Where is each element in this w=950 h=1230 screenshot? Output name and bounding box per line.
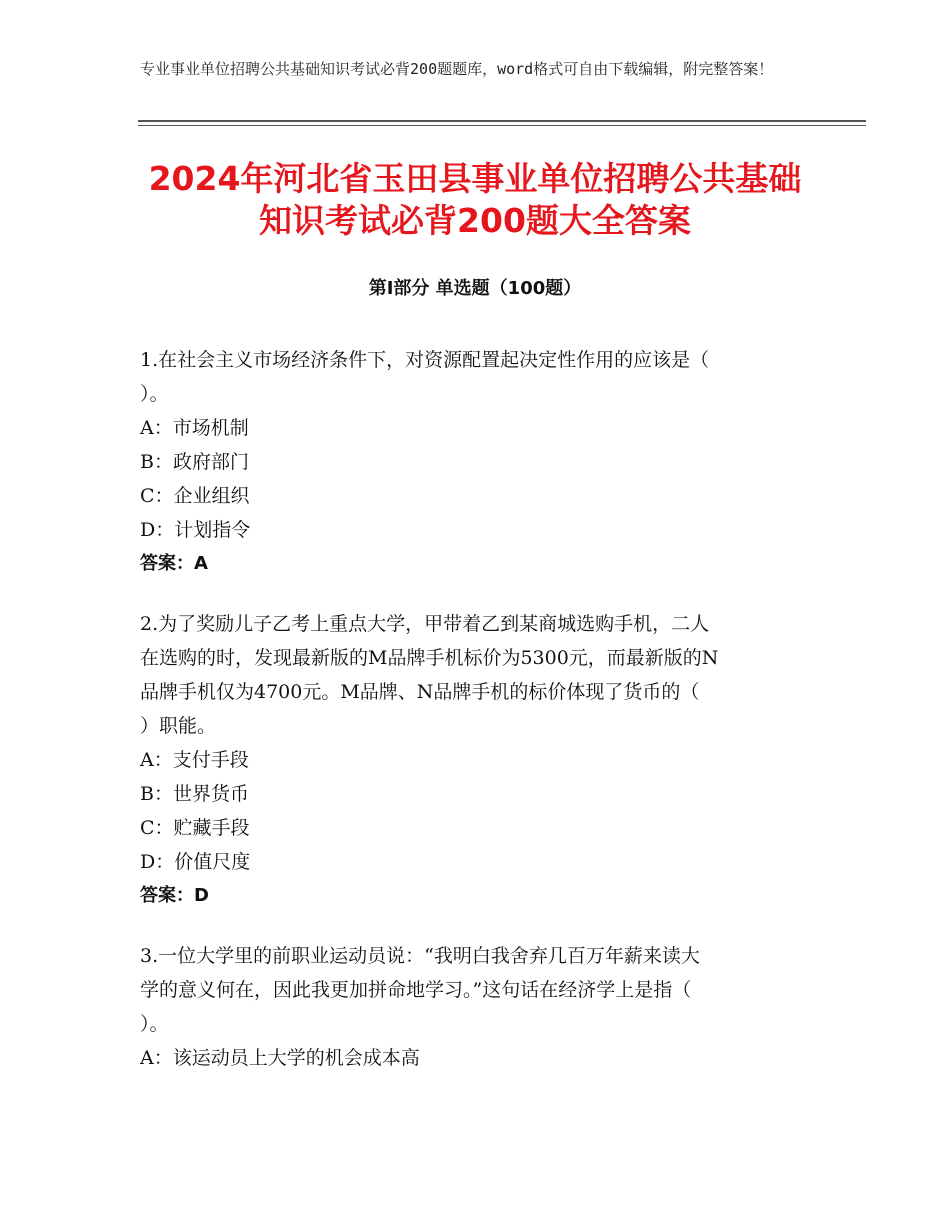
question-stem-line: ）职能。 [140, 715, 217, 737]
document-title [100, 158, 850, 242]
section-heading: 第Ⅰ部分 单选题（100题） [368, 278, 582, 299]
answer-line: 答案：D [140, 885, 209, 906]
question-stem-line: 1.在社会主义市场经济条件下，对资源配置起决定性作用的应该是（ [140, 349, 710, 371]
option-a: A：该运动员上大学的机会成本高 [140, 1047, 420, 1069]
option-a: A：支付手段 [140, 749, 249, 771]
page-header-note [140, 58, 790, 80]
answer-line: 答案：A [140, 553, 208, 574]
option-c: C：企业组织 [140, 485, 250, 507]
header-divider-thick [138, 120, 866, 122]
option-d: D：价值尺度 [140, 851, 251, 873]
option-d: D：计划指令 [140, 519, 251, 541]
option-b: B：世界货币 [140, 783, 249, 805]
option-a: A：市场机制 [140, 417, 249, 439]
header-divider-thin [138, 125, 866, 126]
question-stem-line: 学的意义何在，因此我更加拼命地学习。”这句话在经济学上是指（ [140, 979, 692, 1001]
question-stem-line: 3.一位大学里的前职业运动员说：“我明白我舍弃几百万年薪来读大 [140, 945, 700, 967]
question-stem-line: 品牌手机仅为4700元。M品牌、N品牌手机的标价体现了货币的（ [140, 681, 700, 703]
question-1 [140, 343, 802, 581]
question-3 [140, 939, 802, 1075]
question-list [140, 343, 802, 1101]
question-stem-line: ）。 [140, 383, 169, 405]
option-c: C：贮藏手段 [140, 817, 250, 839]
question-stem-line: ）。 [140, 1013, 169, 1035]
option-b: B：政府部门 [140, 451, 249, 473]
question-stem-line: 在选购的时，发现最新版的M品牌手机标价为5300元，而最新版的N [140, 647, 719, 669]
document-title-line-2: 知识考试必背200题大全答案 [259, 201, 691, 240]
question-2 [140, 607, 802, 913]
header-note-text: 专业事业单位招聘公共基础知识考试必背200题题库，word格式可自由下载编辑，附完整答案！ [140, 60, 774, 78]
question-stem-line: 2.为了奖励儿子乙考上重点大学，甲带着乙到某商城选购手机，二人 [140, 613, 710, 635]
document-title-line-1: 2024年河北省玉田县事业单位招聘公共基础 [148, 159, 802, 198]
